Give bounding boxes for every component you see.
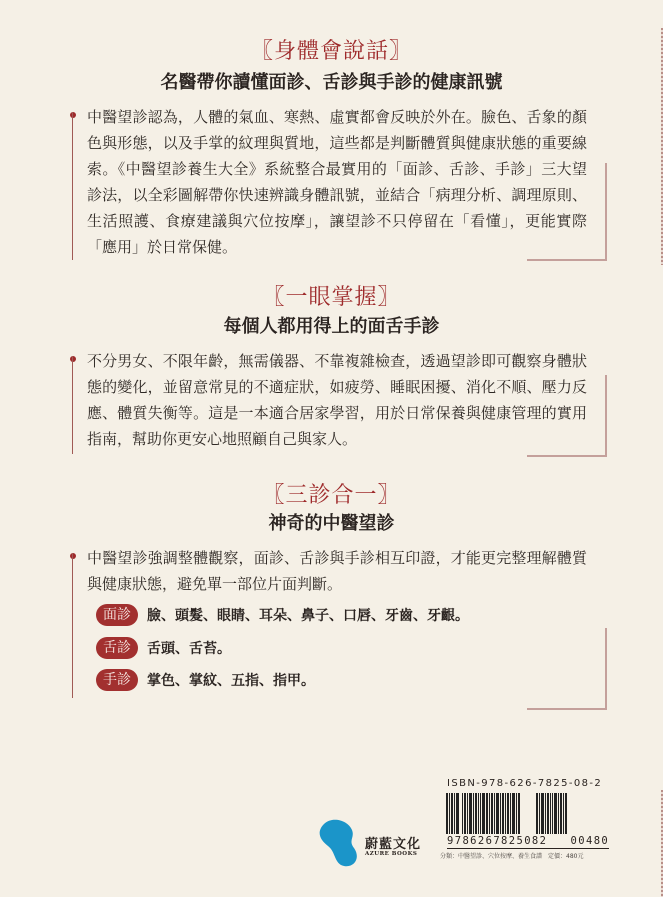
blue-blob-logo-icon <box>318 818 362 872</box>
section-title: 〖身體會說話〗 <box>250 39 412 64</box>
section-subtitle: 名醫帶你讀懂面診、舌診與手診的健康訊號 <box>160 72 503 93</box>
section-body-text: 不分男女、不限年齡，無需儀器、不靠複雜檢查，透過望診即可觀察身體狀態的變化，並留意常見的不適症狀，如疲勞、睡眠困擾、消化不順、壓力反應、體質失衡等。這是一本適合居家學習，用於日常保養與健康管理的實用指南，幫助你更安心地照顧自己與家人。 <box>87 352 587 448</box>
barcode-digits: 9786267825082 00480 <box>447 835 610 847</box>
publisher-name-en: AZURE BOOKS <box>365 851 418 857</box>
section-body-text: 中醫望診認為，人體的氣血、寒熱、虛實都會反映於外在。臉色、舌象的顏色與形態，以及手掌的紋理與質地，這些都是判斷體質與健康狀態的重要線索。《中醫望診養生大全》系統整合最實用的「面診、舌診、手診」三大望診法，以全彩圖解帶你快速辨識身體訊號，並結合「病理分析、調理原則、生活照護、食療建議與穴位按摩」，讓望診不只停留在「看懂」，更能實際「應用」於日常保健。 <box>87 108 587 256</box>
hand-diagnosis-pill: 手診 <box>96 669 138 691</box>
section-title: 〖一眼掌握〗 <box>262 285 401 310</box>
right-corner-bracket <box>527 628 607 710</box>
tongue-diagnosis-pill: 舌診 <box>96 637 138 659</box>
face-diagnosis-row <box>96 603 469 627</box>
left-vertical-line <box>72 553 73 698</box>
section-subtitle: 每個人都用得上的面舌手診 <box>223 316 440 337</box>
section-title: 〖三診合一〗 <box>262 483 401 508</box>
section-body-text: 中醫望診強調整體觀察，面診、舌診與手診相互印證，才能更完整理解體質與健康狀態，避免單一部位片面判斷。 <box>87 549 587 593</box>
isbn-label: ISBN-978-626-7825-08-2 <box>447 778 603 789</box>
face-diagnosis-pill: 面診 <box>96 604 138 626</box>
face-diagnosis-text: 臉、頭髮、眼睛、耳朵、鼻子、口唇、牙齒、牙齦。 <box>147 608 469 624</box>
hand-diagnosis-row <box>96 668 315 692</box>
barcode-icon <box>446 793 622 834</box>
left-vertical-line <box>72 112 73 260</box>
section-subtitle: 神奇的中醫望診 <box>268 513 395 534</box>
left-vertical-line <box>72 356 73 454</box>
hand-diagnosis-text: 掌色、掌紋、五指、指甲。 <box>147 673 315 689</box>
tongue-diagnosis-row <box>96 636 231 660</box>
publisher-name-cn: 蔚藍文化 <box>365 837 422 852</box>
tongue-diagnosis-text: 舌頭、舌苔。 <box>147 641 231 657</box>
classification-and-price: 分類：中醫望診、穴位按摩、養生食譜 定價：480元 <box>440 853 584 860</box>
